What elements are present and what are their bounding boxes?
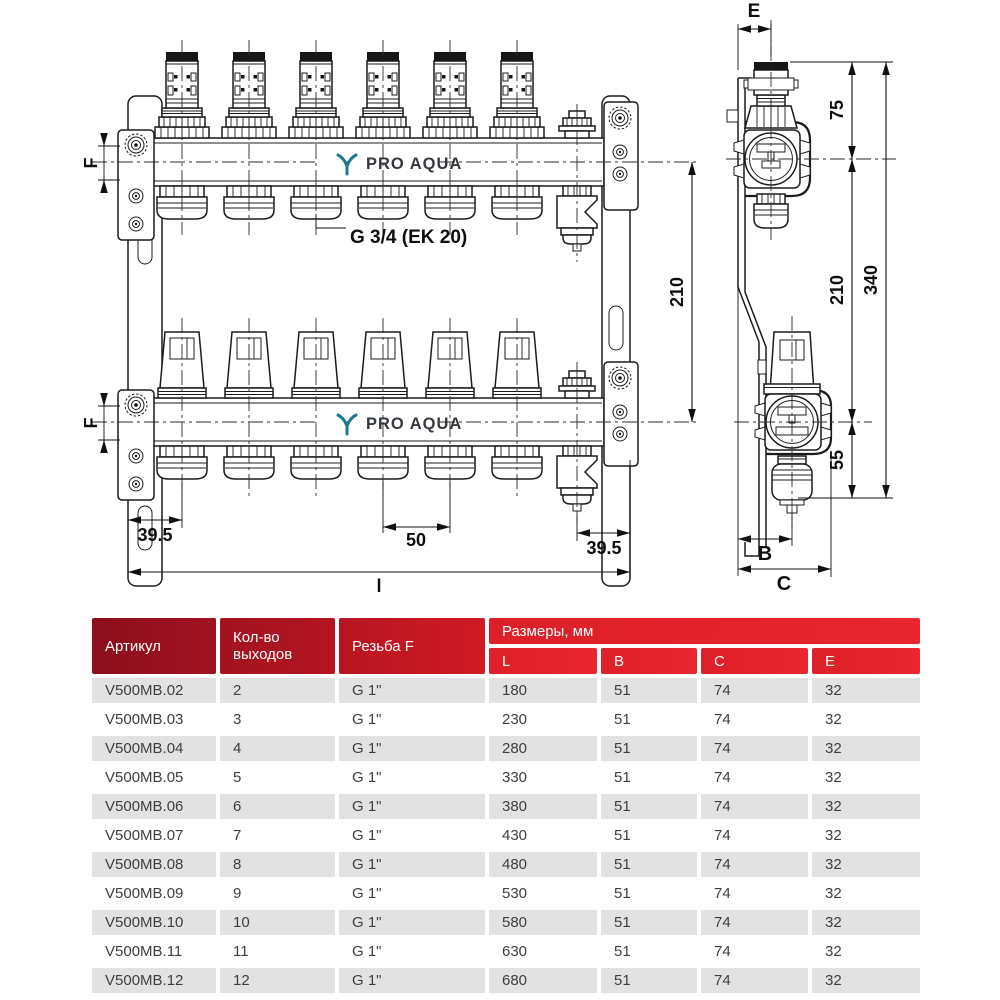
brand-text-top: PRO AQUA	[366, 155, 463, 173]
cell-article: V500MB.07	[92, 823, 216, 848]
cell-dim-e: 32	[812, 823, 920, 848]
cell-dim-l: 180	[489, 678, 597, 703]
cell-dim-c: 74	[701, 736, 808, 761]
table-header	[92, 618, 920, 674]
cell-thread: G 1"	[339, 678, 485, 703]
cell-thread: G 1"	[339, 823, 485, 848]
cell-outputs: 12	[220, 968, 335, 993]
dim-label-55: 55	[827, 449, 847, 471]
cell-article: V500MB.12	[92, 968, 216, 993]
cell-dim-c: 74	[701, 707, 808, 732]
cell-dim-c: 74	[701, 939, 808, 964]
cell-dim-l: 230	[489, 707, 597, 732]
cell-dim-e: 32	[812, 881, 920, 906]
cell-dim-e: 32	[812, 939, 920, 964]
cell-dim-c: 74	[701, 852, 808, 877]
dim-label-50: 50	[405, 530, 427, 550]
cell-outputs: 8	[220, 852, 335, 877]
header-dimensions-group: Размеры, мм	[489, 618, 920, 644]
cell-dim-e: 32	[812, 707, 920, 732]
cell-dim-b: 51	[601, 968, 697, 993]
header-dim-l: L	[489, 648, 597, 674]
cell-dim-b: 51	[601, 794, 697, 819]
cell-thread: G 1"	[339, 852, 485, 877]
cell-dim-c: 74	[701, 823, 808, 848]
cell-article: V500MB.11	[92, 939, 216, 964]
cell-outputs: 7	[220, 823, 335, 848]
cell-article: V500MB.06	[92, 794, 216, 819]
dim-label-c: C	[776, 573, 792, 595]
cell-dim-b: 51	[601, 765, 697, 790]
cell-article: V500MB.04	[92, 736, 216, 761]
flow-meters	[158, 332, 541, 398]
cell-dim-e: 32	[812, 910, 920, 935]
cell-dim-l: 680	[489, 968, 597, 993]
cell-outputs: 4	[220, 736, 335, 761]
cell-dim-e: 32	[812, 765, 920, 790]
front-view	[81, 40, 700, 596]
table-body	[92, 678, 920, 993]
cell-article: V500MB.03	[92, 707, 216, 732]
outlet-thread-label: G 3/4 (EK 20)	[350, 227, 468, 248]
cell-outputs: 10	[220, 910, 335, 935]
cell-dim-l: 330	[489, 765, 597, 790]
header-dim-b: B	[601, 648, 697, 674]
cell-dim-b: 51	[601, 736, 697, 761]
cell-dim-b: 51	[601, 910, 697, 935]
dim-label-39-5-left: 39.5	[137, 525, 173, 545]
header-thread: Резьба F	[339, 618, 485, 674]
dim-label-f-top: F	[80, 157, 101, 169]
bottom-outlets	[157, 446, 542, 479]
brand-text-bottom: PRO AQUA	[366, 415, 463, 433]
header-outputs: Кол-во выходов	[220, 618, 335, 674]
cell-thread: G 1"	[339, 794, 485, 819]
dim-label-b: B	[757, 543, 773, 565]
cell-dim-b: 51	[601, 881, 697, 906]
cell-thread: G 1"	[339, 910, 485, 935]
cell-dim-e: 32	[812, 852, 920, 877]
cell-article: V500MB.02	[92, 678, 216, 703]
cell-dim-l: 430	[489, 823, 597, 848]
dim-label-f-bottom: F	[80, 417, 101, 429]
cell-dim-l: 630	[489, 939, 597, 964]
spec-table	[92, 618, 920, 993]
cell-dim-b: 51	[601, 707, 697, 732]
cell-dim-e: 32	[812, 678, 920, 703]
cell-outputs: 2	[220, 678, 335, 703]
cell-article: V500MB.09	[92, 881, 216, 906]
cell-dim-c: 74	[701, 678, 808, 703]
dim-label-210-front: 210	[667, 276, 687, 308]
dim-label-340: 340	[861, 264, 881, 296]
cell-dim-b: 51	[601, 852, 697, 877]
cell-dim-b: 51	[601, 823, 697, 848]
cell-outputs: 5	[220, 765, 335, 790]
header-article: Артикул	[92, 618, 216, 674]
cell-dim-l: 280	[489, 736, 597, 761]
cell-dim-c: 74	[701, 881, 808, 906]
cell-thread: G 1"	[339, 881, 485, 906]
cell-dim-l: 480	[489, 852, 597, 877]
cell-outputs: 11	[220, 939, 335, 964]
cell-thread: G 1"	[339, 707, 485, 732]
dim-label-e: E	[747, 1, 761, 22]
cell-dim-l: 580	[489, 910, 597, 935]
top-outlets	[157, 186, 542, 219]
cell-thread: G 1"	[339, 968, 485, 993]
cell-dim-b: 51	[601, 939, 697, 964]
cell-dim-e: 32	[812, 736, 920, 761]
dim-label-length: l	[376, 576, 382, 596]
cell-dim-c: 74	[701, 765, 808, 790]
cell-dim-c: 74	[701, 968, 808, 993]
cell-dim-c: 74	[701, 910, 808, 935]
cell-article: V500MB.10	[92, 910, 216, 935]
cell-outputs: 3	[220, 707, 335, 732]
cell-outputs: 6	[220, 794, 335, 819]
cell-thread: G 1"	[339, 939, 485, 964]
dim-label-210-side: 210	[827, 274, 847, 306]
side-view	[726, 1, 896, 595]
cell-outputs: 9	[220, 881, 335, 906]
cell-article: V500MB.05	[92, 765, 216, 790]
header-dim-c: C	[701, 648, 808, 674]
thermostatic-valves	[155, 52, 544, 138]
cell-dim-b: 51	[601, 678, 697, 703]
cell-dim-l: 530	[489, 881, 597, 906]
dim-label-75: 75	[827, 99, 847, 121]
header-dim-e: E	[812, 648, 920, 674]
cell-article: V500MB.08	[92, 852, 216, 877]
cell-dim-l: 380	[489, 794, 597, 819]
cell-thread: G 1"	[339, 736, 485, 761]
dim-label-39-5-right: 39.5	[586, 538, 622, 558]
cell-dim-e: 32	[812, 968, 920, 993]
cell-thread: G 1"	[339, 765, 485, 790]
cell-dim-c: 74	[701, 794, 808, 819]
cell-dim-e: 32	[812, 794, 920, 819]
